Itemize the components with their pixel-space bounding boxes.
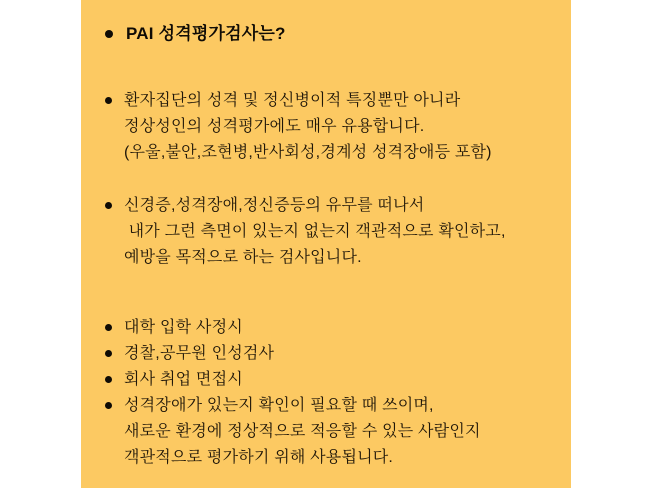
bullet-icon	[105, 202, 112, 209]
slide-panel	[81, 0, 571, 488]
list-item	[105, 393, 481, 471]
text-line: 새로운 환경에 정상적으로 적응할 수 있는 사람인지	[124, 423, 481, 440]
list-item	[105, 315, 481, 341]
text-line: 신경증,성격장애,정신증등의 유무를 떠나서	[124, 197, 425, 214]
list-item	[105, 367, 481, 393]
bullet-paragraph	[105, 88, 492, 166]
text-line: 경찰,공무원 인성검사	[124, 345, 275, 362]
text-line: 정상성인의 성격평가에도 매우 유용합니다.	[124, 118, 425, 135]
bullet-paragraph	[105, 193, 506, 271]
bullet-icon	[105, 376, 112, 383]
slide-title-item	[105, 22, 286, 46]
text-line: 대학 입학 사정시	[124, 319, 243, 336]
text-line: 회사 취업 면접시	[124, 371, 243, 388]
bullet-icon	[105, 30, 113, 38]
text-line: (우울,불안,조현병,반사회성,경계성 성격장애등 포함)	[124, 144, 492, 161]
bullet-icon	[105, 324, 112, 331]
bullet-icon	[105, 402, 112, 409]
text-line: 객관적으로 평가하기 위해 사용됩니다.	[124, 449, 394, 466]
text-line: 환자집단의 성격 및 정신병이적 특징뿐만 아니라	[124, 92, 461, 109]
paragraph-lines	[124, 193, 506, 271]
text-line: 예방을 목적으로 하는 검사입니다.	[124, 249, 362, 266]
slide-title: PAI 성격평가검사는?	[126, 24, 286, 43]
use-case-list	[105, 315, 481, 471]
bullet-icon	[105, 350, 112, 357]
paragraph-lines	[124, 88, 492, 166]
text-line: 성격장애가 있는지 확인이 필요할 때 쓰이며,	[124, 397, 434, 414]
bullet-icon	[105, 97, 112, 104]
list-item	[105, 341, 481, 367]
text-line: 내가 그런 측면이 있는지 없는지 객관적으로 확인하고,	[124, 223, 506, 240]
